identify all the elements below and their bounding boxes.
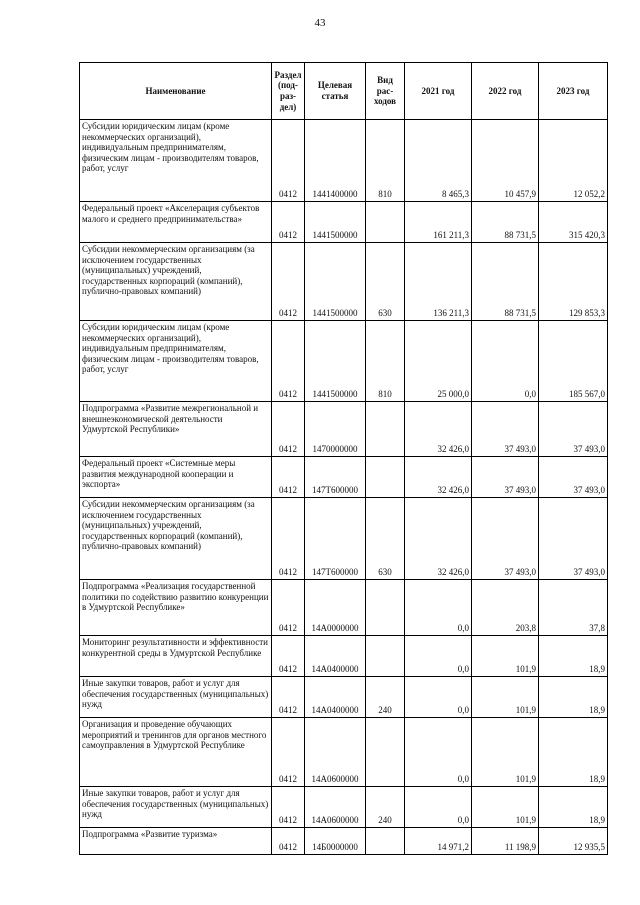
row-2022: 101,9 (472, 787, 539, 828)
row-target: 14A0600000 (305, 787, 366, 828)
table-row (80, 498, 608, 580)
header-section: Раздел (под-раз-дел) (272, 63, 305, 120)
row-section: 0412 (272, 498, 305, 580)
row-2023: 18,9 (539, 718, 608, 787)
row-section: 0412 (272, 457, 305, 498)
row-2023: 37 493,0 (539, 498, 608, 580)
header-2021: 2021 год (405, 63, 472, 120)
row-2022: 88 731,5 (472, 202, 539, 243)
row-2021: 32 426,0 (405, 402, 472, 457)
row-target: 14Б0000000 (305, 828, 366, 855)
header-name: Наименование (80, 63, 272, 120)
row-target: 1441500000 (305, 202, 366, 243)
row-name: Федеральный проект «Системные меры развития международной кооперации и экспорта» (80, 457, 272, 498)
row-section: 0412 (272, 321, 305, 402)
table-row (80, 787, 608, 828)
row-2022: 10 457,9 (472, 120, 539, 202)
row-name: Федеральный проект «Акселерация субъектов малого и среднего предпринимательства» (80, 202, 272, 243)
row-2023: 12 052,2 (539, 120, 608, 202)
row-name: Подпрограмма «Развитие межрегиональной и внешнеэкономической деятельности Удмуртской Республики» (80, 402, 272, 457)
row-2023: 37 493,0 (539, 402, 608, 457)
row-kind (366, 402, 405, 457)
row-kind (366, 636, 405, 677)
row-2021: 0,0 (405, 677, 472, 718)
row-kind: 810 (366, 321, 405, 402)
row-kind (366, 828, 405, 855)
row-name: Субсидии некоммерческим организациям (за исключением государственных (муниципальных) учреждений, государственных корпораций (компаний), публично-правовых компаний) (80, 243, 272, 321)
row-section: 0412 (272, 718, 305, 787)
row-2021: 0,0 (405, 580, 472, 636)
header-target: Целевая статья (305, 63, 366, 120)
row-section: 0412 (272, 202, 305, 243)
row-kind: 810 (366, 120, 405, 202)
row-target: 1470000000 (305, 402, 366, 457)
row-name: Субсидии юридическим лицам (кроме некоммерческих организаций), индивидуальным предпринимателям, физическим лицам - производителям товаров, работ, услуг (80, 321, 272, 402)
row-2023: 185 567,0 (539, 321, 608, 402)
budget-table (79, 62, 608, 855)
row-target: 14A0600000 (305, 718, 366, 787)
row-2023: 18,9 (539, 636, 608, 677)
row-2021: 14 971,2 (405, 828, 472, 855)
row-2022: 0,0 (472, 321, 539, 402)
row-2023: 129 853,3 (539, 243, 608, 321)
row-kind: 240 (366, 677, 405, 718)
row-2021: 32 426,0 (405, 457, 472, 498)
row-2022: 37 493,0 (472, 402, 539, 457)
row-2022: 101,9 (472, 718, 539, 787)
row-2023: 18,9 (539, 677, 608, 718)
row-2021: 0,0 (405, 636, 472, 677)
row-name: Субсидии некоммерческим организациям (за исключением государственных (муниципальных) учреждений, государственных корпораций (компаний), публично-правовых компаний) (80, 498, 272, 580)
row-2022: 88 731,5 (472, 243, 539, 321)
row-name: Субсидии юридическим лицам (кроме некоммерческих организаций), индивидуальным предпринимателям, физическим лицам - производителям товаров, работ, услуг (80, 120, 272, 202)
row-2023: 18,9 (539, 787, 608, 828)
row-target: 147T600000 (305, 457, 366, 498)
row-target: 14A0000000 (305, 580, 366, 636)
row-2021: 25 000,0 (405, 321, 472, 402)
row-kind (366, 580, 405, 636)
table-row (80, 636, 608, 677)
row-section: 0412 (272, 677, 305, 718)
table-row (80, 828, 608, 855)
row-2021: 136 211,3 (405, 243, 472, 321)
row-2022: 101,9 (472, 677, 539, 718)
row-section: 0412 (272, 120, 305, 202)
row-kind (366, 457, 405, 498)
row-2022: 37 493,0 (472, 498, 539, 580)
row-section: 0412 (272, 636, 305, 677)
row-target: 1441500000 (305, 243, 366, 321)
row-section: 0412 (272, 243, 305, 321)
row-section: 0412 (272, 402, 305, 457)
header-kind: Вид рас-ходов (366, 63, 405, 120)
table-row (80, 321, 608, 402)
row-2021: 0,0 (405, 787, 472, 828)
table-row (80, 243, 608, 321)
row-target: 14A0400000 (305, 636, 366, 677)
row-kind: 630 (366, 498, 405, 580)
row-kind (366, 202, 405, 243)
header-2023: 2023 год (539, 63, 608, 120)
row-2022: 101,9 (472, 636, 539, 677)
row-target: 14A0400000 (305, 677, 366, 718)
row-target: 147T600000 (305, 498, 366, 580)
row-2023: 315 420,3 (539, 202, 608, 243)
row-target: 1441400000 (305, 120, 366, 202)
table-row (80, 402, 608, 457)
row-2022: 203,8 (472, 580, 539, 636)
table-row (80, 718, 608, 787)
table-row (80, 677, 608, 718)
row-name: Подпрограмма «Развитие туризма» (80, 828, 272, 855)
row-2021: 8 465,3 (405, 120, 472, 202)
row-kind: 240 (366, 787, 405, 828)
page-number: 43 (314, 17, 326, 29)
row-kind: 630 (366, 243, 405, 321)
row-name: Мониторинг результативности и эффективности конкурентной среды в Удмуртской Республике (80, 636, 272, 677)
row-name: Иные закупки товаров, работ и услуг для обеспечения государственных (муниципальных) нужд (80, 677, 272, 718)
header-2022: 2022 год (472, 63, 539, 120)
row-2021: 0,0 (405, 718, 472, 787)
table-row (80, 120, 608, 202)
row-kind (366, 718, 405, 787)
row-section: 0412 (272, 787, 305, 828)
row-2021: 32 426,0 (405, 498, 472, 580)
table-row (80, 457, 608, 498)
row-2023: 12 935,5 (539, 828, 608, 855)
row-2022: 11 198,9 (472, 828, 539, 855)
row-2023: 37 493,0 (539, 457, 608, 498)
row-target: 1441500000 (305, 321, 366, 402)
row-section: 0412 (272, 828, 305, 855)
row-2022: 37 493,0 (472, 457, 539, 498)
row-name: Иные закупки товаров, работ и услуг для обеспечения государственных (муниципальных) нужд (80, 787, 272, 828)
row-name: Организация и проведение обучающих мероприятий и тренингов для органов местного самоуправления в Удмуртской Республике (80, 718, 272, 787)
row-2023: 37,8 (539, 580, 608, 636)
table-row (80, 202, 608, 243)
row-section: 0412 (272, 580, 305, 636)
row-name: Подпрограмма «Реализация государственной политики по содействию развитию конкуренции в Удмуртской Республике» (80, 580, 272, 636)
table-header-row (80, 63, 608, 120)
table-row (80, 580, 608, 636)
row-2021: 161 211,3 (405, 202, 472, 243)
